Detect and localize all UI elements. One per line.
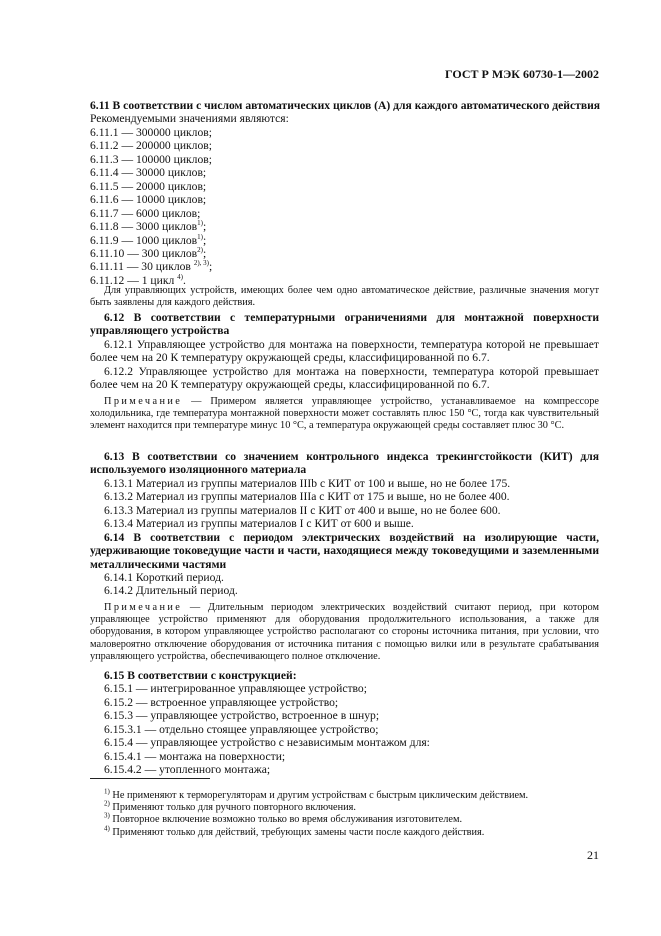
footnote-mark: 1) (104, 787, 110, 796)
list-item-text: 6.11.6 — 10000 циклов; (90, 193, 207, 207)
footnote-mark: 2) (104, 799, 110, 808)
footnote-text: Применяют только для ручного повторного включения. (109, 802, 356, 814)
page-number: 21 (587, 848, 599, 862)
list-item: 6.15.3 — управляющее устройство, встроенное в шнур; (104, 709, 380, 723)
list-item: 6.15.2 — встроенное управляющее устройство; (104, 695, 339, 709)
list-item (90, 126, 599, 139)
list-item-text: 6.11.1 — 300000 циклов; (90, 125, 212, 139)
document-page (90, 0, 599, 936)
list-item-punct: ; (208, 260, 213, 274)
note-label: Примечание (104, 396, 183, 407)
footnote-mark: 4) (104, 824, 110, 833)
list-item: 6.13.1 Материал из группы материалов IIIb с КИТ от 100 и выше, но не более 175. (104, 477, 511, 490)
list-item: 6.15.4.1 — монтажа на поверхности; (104, 749, 286, 763)
list-item-punct: ; (202, 233, 207, 247)
footnote (90, 799, 599, 814)
list-item-text: 6.11.3 — 100000 циклов; (90, 152, 212, 166)
section-6-12-note (90, 396, 599, 433)
list-item-text: 6.11.11 — 30 циклов (90, 260, 194, 274)
section-6-12-title: 6.12 В соответствии с температурными ограничениями для монтажной поверхности управляющего устройства (90, 311, 599, 338)
document-code: ГОСТ Р МЭК 60730-1—2002 (445, 67, 599, 81)
list-item (90, 166, 599, 179)
list-item-text: 6.11.4 — 30000 циклов; (90, 166, 207, 180)
footnote-ref: 1) (197, 219, 203, 228)
list-item: 6.13.3 Материал из группы материалов II с КИТ от 400 и выше, но не более 600. (104, 503, 501, 517)
footnote (90, 824, 599, 839)
footnote-text: Не применяют к терморегуляторам и другим устройствам с быстрым циклическим действием. (109, 790, 529, 801)
section-6-13-title: 6.13 В соответствии со значением контрольного индекса трекингстойкости (КИТ) для используемого изоляционного материала (90, 450, 599, 477)
list-item: 6.15.4.2 — утопленного монтажа; (104, 763, 271, 777)
section-6-12-2: 6.12.2 Управляющее устройство для монтажа на поверхности, температура которой превышает более чем на 20 К температуру окружающей среды, классифицированной по 6.7. (90, 365, 599, 392)
section-6-11-intro: Рекомендуемыми значениями являются: (90, 112, 289, 126)
footnote-mark: 3) (104, 811, 110, 820)
list-item-punct: ; (202, 246, 207, 260)
list-item: 6.15.1 — интегрированное управляющее устройство; (104, 682, 367, 696)
list-item (90, 180, 599, 193)
footnote-ref: 4) (177, 273, 184, 282)
note-text: — Примером является управляющее устройство, устанавливаемое на компрессоре холодильника, где температура монтажной поверхности может составлять плюс 150 °С, тогда как чувствительный элемент находится при температуре минус 10 °С, а температура окружающей среды составляет плюс 30 °С. (90, 396, 599, 432)
list-item-punct: . (183, 273, 186, 287)
list-item: 6.13.4 Материал из группы материалов I с КИТ от 600 и выше. (104, 517, 414, 531)
section-6-14-title: 6.14 В соответствии с периодом электрических воздействий на изолирующие части, удерживающие токоведущие части и части, находящиеся между токоведущими и заземленными металлическими частями (90, 531, 599, 571)
list-item (90, 260, 599, 273)
section-6-11-list (90, 126, 599, 287)
list-item: 6.14.1 Короткий период. (104, 571, 224, 584)
list-item-text: 6.11.2 — 200000 циклов; (90, 139, 212, 153)
list-item (90, 139, 599, 152)
section-6-14-list (90, 571, 599, 598)
list-item-text: 6.11.9 — 1000 циклов (90, 233, 198, 247)
list-item: 6.13.2 Материал из группы материалов IIIа с КИТ от 175 и выше, но не более 400. (104, 490, 510, 504)
list-item: 6.15.4 — управляющее устройство с независимым монтажом для: (104, 736, 430, 750)
footnote (90, 811, 599, 826)
section-6-11-title: 6.11 В соответствии с числом автоматических циклов (А) для каждого автоматического действия (90, 99, 601, 112)
footnote-ref: 1) (197, 232, 203, 241)
footnote (90, 787, 599, 802)
list-item-text: 6.11.8 — 3000 циклов (90, 220, 198, 234)
list-item: 6.14.2 Длительный период. (104, 584, 238, 598)
list-item (90, 207, 599, 220)
section-6-11 (90, 99, 599, 287)
footnote-text: Повторное включение возможно только во время обслуживания изготовителем. (109, 814, 463, 826)
section-6-15 (90, 669, 599, 777)
section-6-12-1: 6.12.1 Управляющее устройство для монтажа на поверхности, температура которой не превышает более чем на 20 К температуру окружающей среды, классифицированной по 6.7. (90, 338, 599, 365)
list-item (90, 234, 599, 247)
list-item (90, 193, 599, 206)
list-item-text: 6.11.5 — 20000 циклов; (90, 179, 207, 193)
footnote-text: Применяют только для действий, требующих замены части после каждого действия. (109, 826, 485, 838)
list-item-text: 6.11.12 — 1 цикл (90, 273, 178, 287)
list-item (90, 220, 599, 233)
footnote-ref: 2) (197, 246, 203, 255)
section-6-14-note (90, 602, 599, 663)
list-item: 6.15.3.1 — отдельно стоящее управляющее устройство; (104, 722, 379, 736)
note-label: Примечание (104, 602, 183, 613)
section-6-11-note: Для управляющих устройств, имеющих более чем одно автоматическое действие, различные значения могут быть заявлены для каждого действия. (90, 285, 599, 309)
list-item-text: 6.11.7 — 6000 циклов; (90, 206, 201, 220)
section-6-13-list (90, 477, 599, 531)
list-item-punct: ; (202, 220, 207, 234)
list-item-text: 6.11.10 — 300 циклов (90, 246, 198, 260)
note-text: — Длительным периодом электрических воздействий считают период, при котором управляющее устройство применяют для оборудования продолжительного использования, а также для оборудования, в котором управляющее устройство располагают со стороны источника питания, при условии, что маловероятно отключение оборудования от источника питания с помощью вилки или в результате срабатывания управляющего устройства, обеспечивающего полное отключение. (90, 602, 599, 662)
list-item (90, 247, 599, 260)
footnote-ref: 2), 3) (193, 259, 209, 268)
list-item (90, 153, 599, 166)
footnotes (90, 787, 599, 839)
section-6-15-title: 6.15 В соответствии с конструкцией: (104, 669, 297, 682)
footnote-divider (90, 778, 210, 779)
